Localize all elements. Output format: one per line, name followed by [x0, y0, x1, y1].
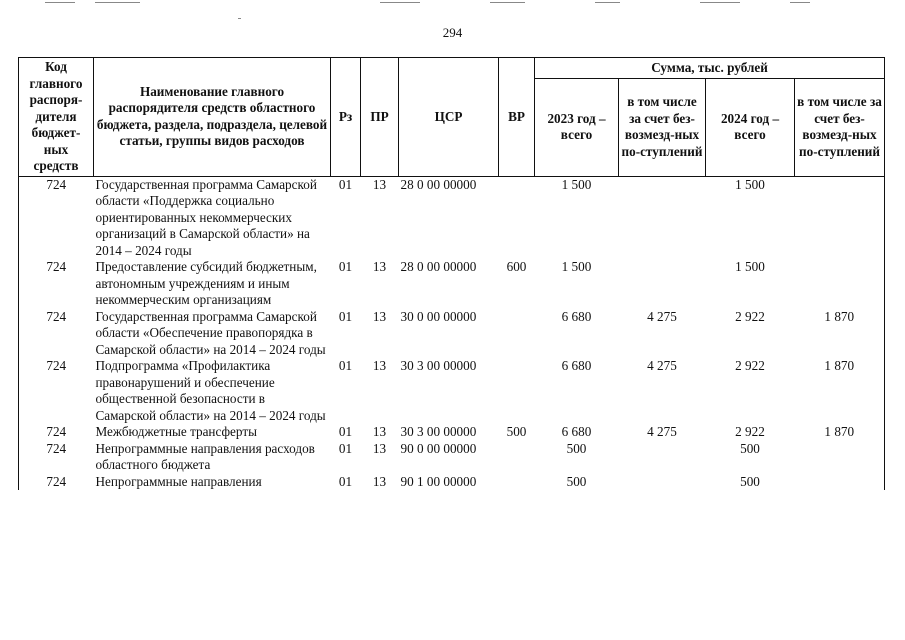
cell-2024-total: 500 — [740, 473, 760, 489]
cell-2023-free — [619, 176, 706, 259]
cell-2023-total: 6 680 — [561, 308, 592, 324]
cell-2024-free: 1 870 — [824, 308, 855, 324]
cell-csr: 28 0 00 00000 — [400, 259, 477, 274]
table-row — [19, 441, 885, 474]
header-sum: Сумма, тыс. рублей — [535, 58, 885, 79]
cell-code: 724 — [46, 440, 67, 456]
cell-vr: 600 — [506, 259, 527, 274]
cell-2023-free: 4 275 — [647, 358, 677, 373]
scan-artifact-line — [95, 2, 140, 3]
cell-csr: 90 0 00 00000 — [400, 440, 477, 456]
cell-2024-total: 2 922 — [735, 358, 765, 373]
cell-2023-total: 500 — [566, 440, 587, 456]
cell-pr: 13 — [372, 176, 387, 192]
cell-rz: 01 — [338, 259, 353, 274]
cell-vr — [499, 309, 535, 359]
cell-csr: 30 3 00 00000 — [400, 424, 477, 439]
cell-name: Непрограммные направления — [95, 473, 262, 489]
cell-2024-total: 2 922 — [735, 424, 765, 439]
header-code: Код главного распоря-дителя бюджет-ных средств — [19, 58, 94, 177]
cell-name: Государственная программа Самарской области «Поддержка социально ориентированных некоммерческих организаций в Самарской области» на 2014 – 2024 годы — [95, 176, 317, 258]
cell-name: Непрограммные направления расходов областного бюджета — [95, 440, 315, 472]
cell-pr: 13 — [372, 424, 387, 439]
cell-name: Межбюджетные трансферты — [95, 424, 257, 439]
scan-artifact-line — [490, 2, 525, 3]
cell-rz: 01 — [338, 424, 353, 439]
cell-2023-total: 1 500 — [561, 176, 592, 192]
cell-vr — [499, 176, 535, 259]
cell-2024-free: 1 870 — [824, 358, 855, 373]
cell-2024-free — [795, 441, 885, 474]
header-2024-total: 2024 год – всего — [706, 79, 795, 177]
cell-rz: 01 — [338, 308, 353, 324]
cell-rz: 01 — [338, 176, 353, 192]
cell-2024-total: 1 500 — [735, 176, 765, 192]
cell-pr: 13 — [372, 308, 387, 324]
cell-vr: 500 — [506, 424, 527, 439]
scan-artifact-line — [380, 2, 420, 3]
cell-2024-total: 500 — [740, 440, 760, 456]
cell-2024-free — [795, 474, 885, 491]
cell-vr — [499, 441, 535, 474]
table-body — [19, 176, 885, 490]
cell-pr: 13 — [372, 259, 387, 274]
cell-name: Государственная программа Самарской области «Обеспечение правопорядка в Самарской области» на 2014 – 2024 годы — [95, 308, 326, 357]
cell-csr: 90 1 00 00000 — [400, 473, 477, 489]
cell-code: 724 — [46, 308, 67, 324]
table-row — [19, 259, 885, 309]
cell-code: 724 — [46, 424, 67, 439]
cell-rz: 01 — [338, 473, 353, 489]
scan-artifact-line — [790, 2, 810, 3]
cell-2024-free — [795, 259, 885, 309]
cell-2023-free: 4 275 — [647, 424, 677, 439]
table-row — [19, 358, 885, 424]
scan-artifact-line — [45, 2, 75, 3]
cell-name: Предоставление субсидий бюджетным, автономным учреждениям и иным некоммерческим организациям — [95, 259, 317, 307]
cell-pr: 13 — [372, 473, 387, 489]
cell-2023-free — [619, 259, 706, 309]
header-2023-free: в том числе за счет без-возмезд-ных по-ступлений — [619, 79, 706, 177]
cell-vr — [499, 358, 535, 424]
cell-2023-total: 6 680 — [561, 424, 592, 439]
scan-artifact-line — [595, 2, 620, 3]
cell-2024-free — [795, 176, 885, 259]
table-header — [19, 58, 885, 177]
budget-table — [18, 57, 885, 490]
cell-2023-free: 4 275 — [647, 308, 677, 324]
cell-code: 724 — [46, 176, 67, 192]
cell-csr: 28 0 00 00000 — [400, 176, 477, 192]
cell-2024-total: 2 922 — [735, 308, 765, 324]
header-name: Наименование главного распорядителя средств областного бюджета, раздела, подраздела, целевой статьи, группы видов расходов — [94, 58, 331, 177]
cell-code: 724 — [46, 358, 67, 373]
cell-2024-total: 1 500 — [735, 259, 765, 274]
cell-2023-total: 6 680 — [561, 358, 592, 373]
cell-pr: 13 — [372, 440, 387, 456]
cell-rz: 01 — [338, 358, 353, 373]
cell-pr: 13 — [372, 358, 387, 373]
table-row — [19, 424, 885, 441]
cell-2023-free — [619, 474, 706, 491]
table-row — [19, 309, 885, 359]
cell-vr — [499, 474, 535, 491]
cell-code: 724 — [46, 259, 67, 274]
cell-code: 724 — [46, 473, 67, 489]
page-number: 294 — [442, 25, 463, 40]
header-rz: Рз — [331, 58, 361, 177]
header-2024-free: в том числе за счет без-возмезд-ных по-ступлений — [795, 79, 885, 177]
header-vr: ВР — [499, 58, 535, 177]
scan-artifact-line — [700, 2, 740, 3]
cell-csr: 30 0 00 00000 — [400, 308, 477, 324]
header-pr: ПР — [361, 58, 399, 177]
cell-2023-total: 500 — [566, 473, 587, 489]
scan-artifact-dot — [238, 18, 241, 19]
table-row — [19, 176, 885, 259]
cell-name: Подпрограмма «Профилактика правонарушений и обеспечение общественной безопасности в Самарской области» на 2014 – 2024 годы — [95, 358, 326, 423]
cell-2024-free: 1 870 — [824, 424, 855, 439]
header-csr: ЦСР — [399, 58, 499, 177]
table-row — [19, 474, 885, 491]
header-2023-total: 2023 год – всего — [535, 79, 619, 177]
cell-csr: 30 3 00 00000 — [400, 358, 477, 373]
cell-rz: 01 — [338, 440, 353, 456]
cell-2023-total: 1 500 — [561, 259, 592, 274]
cell-2023-free — [619, 441, 706, 474]
